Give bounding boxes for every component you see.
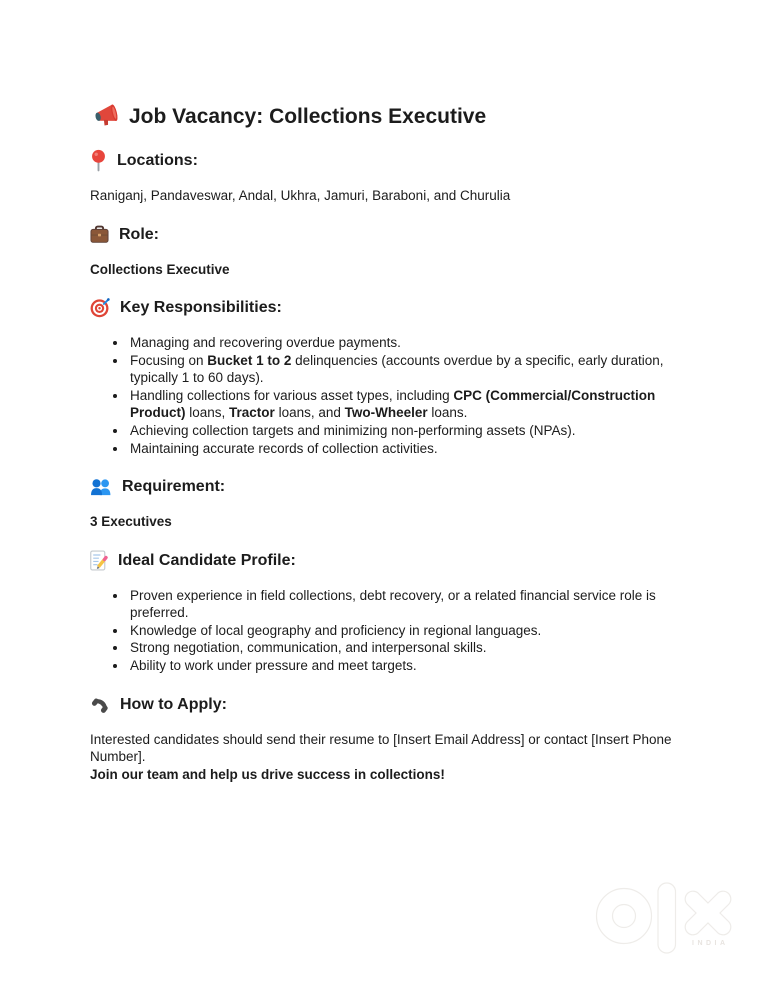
section-heading-role <box>90 224 686 246</box>
list-item: • Managing and recovering overdue payments. <box>128 334 686 352</box>
list-item: • Ability to work under pressure and meet targets. <box>128 657 686 675</box>
people-icon <box>90 478 112 497</box>
olx-watermark <box>595 882 739 956</box>
document-body <box>90 103 686 798</box>
section-heading-label: Ideal Candidate Profile: <box>118 551 296 569</box>
page-title-label: Job Vacancy: Collections Executive <box>129 104 487 128</box>
pushpin-icon <box>90 149 107 172</box>
list-item: • Knowledge of local geography and proficiency in regional languages. <box>128 622 686 640</box>
page-title <box>90 103 686 130</box>
section-heading-locations <box>90 149 686 172</box>
section-heading-label: Key Responsibilities: <box>120 299 282 316</box>
phone-icon <box>90 695 110 715</box>
locations-text: Raniganj, Pandaveswar, Andal, Ukhra, Jamuri, Baraboni, and Churulia <box>90 188 511 203</box>
responsibilities-list <box>90 334 686 457</box>
section-heading-label: Role: <box>119 225 159 243</box>
list-item: • Achieving collection targets and minimizing non-performing assets (NPAs). <box>128 422 686 440</box>
profile-list <box>90 587 686 675</box>
briefcase-icon <box>90 225 109 244</box>
requirement-text: 3 Executives <box>90 514 172 530</box>
apply-text <box>90 731 686 784</box>
role-text: Collections Executive <box>90 261 230 277</box>
apply-closing-line: Join our team and help us drive success in collections! <box>90 766 445 782</box>
section-heading-responsibilities <box>90 297 686 319</box>
apply-instructions: Interested candidates should send their resume to [Insert Email Address] or contact [Insert Phone Number]. <box>90 731 672 765</box>
megaphone-icon <box>90 103 120 130</box>
list-item: • Proven experience in field collections, debt recovery, or a related financial service role is preferred. <box>128 587 686 622</box>
section-heading-label: How to Apply: <box>120 695 227 713</box>
target-icon <box>90 298 110 318</box>
list-item: • Focusing on Bucket 1 to 2 delinquencies (accounts overdue by a specific, early duration, typically 1 to 60 days). <box>128 352 686 387</box>
section-heading-label: Requirement: <box>122 478 226 496</box>
list-item: • Strong negotiation, communication, and interpersonal skills. <box>128 639 686 657</box>
list-item: • Handling collections for various asset types, including CPC (Commercial/Construction Product) loans, Tractor loans, and Two-Wheeler loans. <box>128 387 686 422</box>
section-heading-requirement <box>90 476 686 498</box>
watermark-country-label: INDIA <box>692 940 729 947</box>
section-heading-label: Locations: <box>117 151 198 169</box>
list-item: • Maintaining accurate records of collection activities. <box>128 440 686 458</box>
section-heading-apply <box>90 694 686 716</box>
section-heading-profile <box>90 550 686 572</box>
memo-icon <box>90 550 108 571</box>
